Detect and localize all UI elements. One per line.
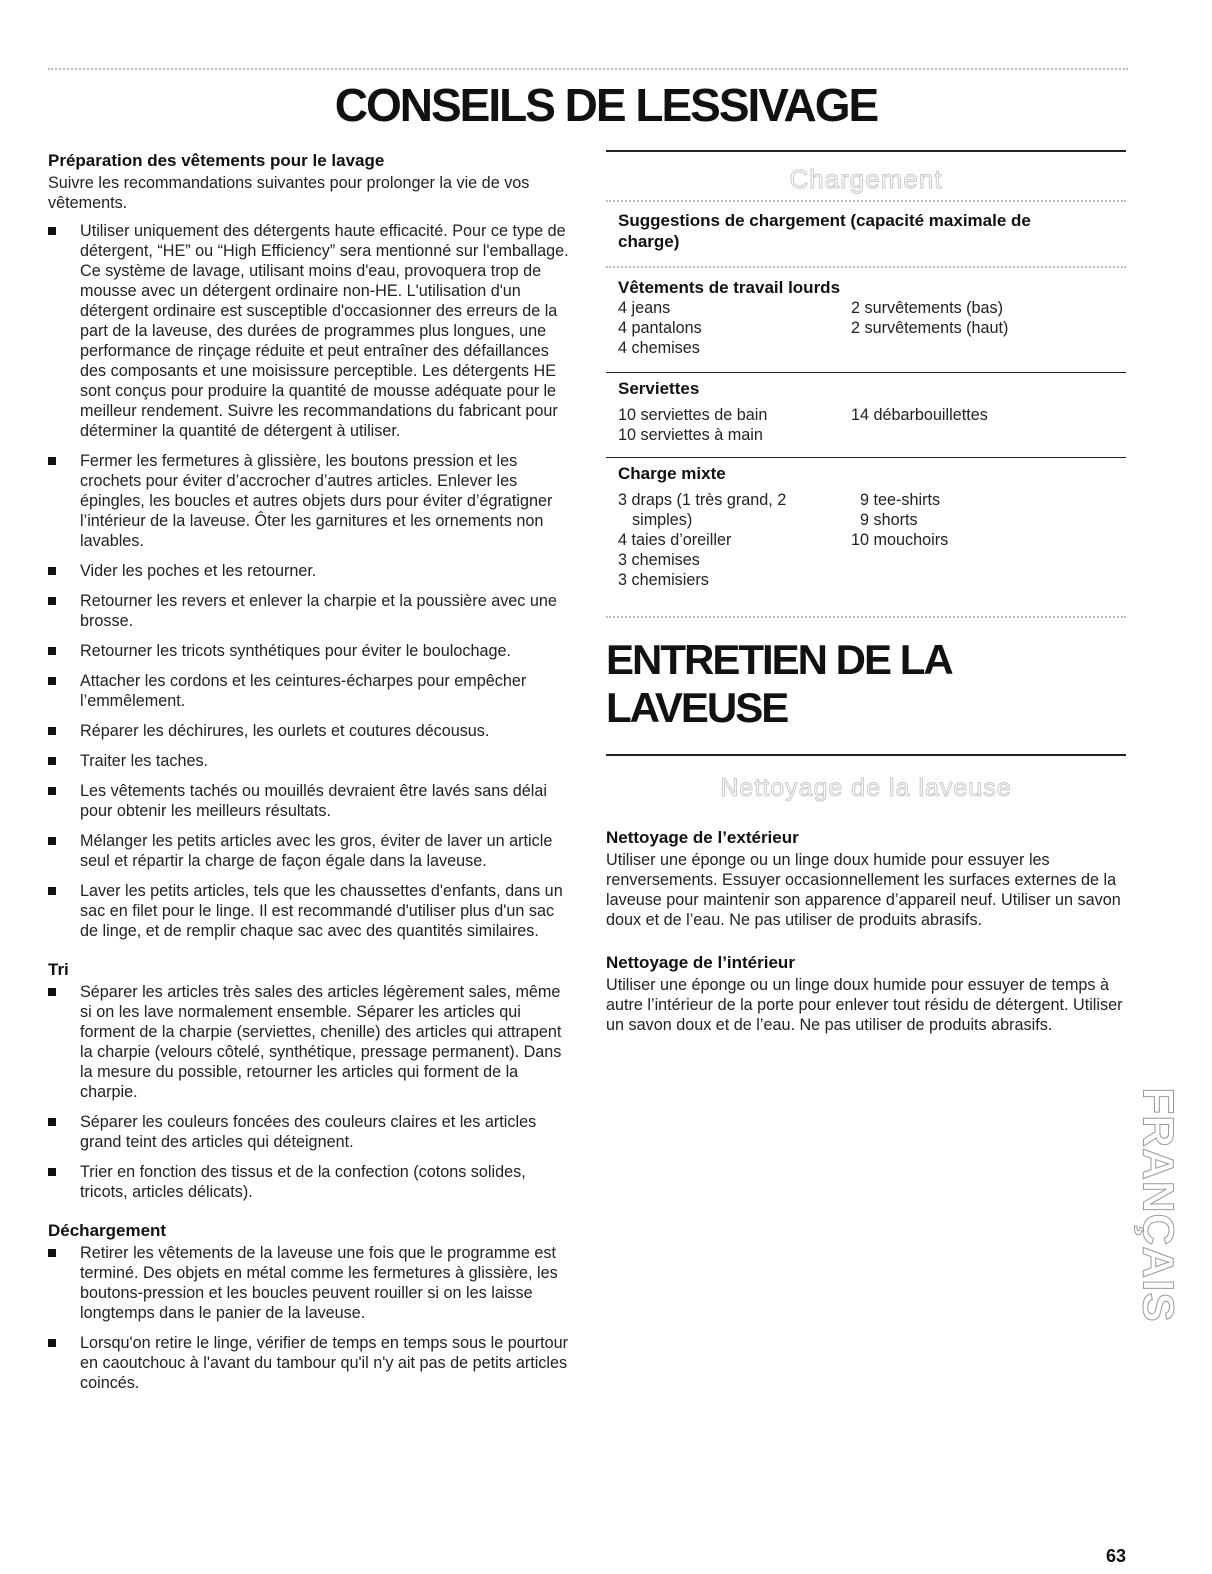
- list-item: Retirer les vêtements de la laveuse une fois que le programme est terminé. Des objets en métal comme les fermetures à glissière, les boutons-pression et les boucles peuvent rouiller si on les laisse longtemps dans le panier de la laveuse.: [48, 1243, 570, 1323]
- list-item: Séparer les couleurs foncées des couleurs claires et les articles grand teint des articles qui déteignent.: [48, 1112, 570, 1152]
- bullet-icon: [48, 647, 56, 655]
- bullet-icon: [48, 1168, 56, 1176]
- list-item: Fermer les fermetures à glissière, les boutons pression et les crochets pour éviter d’accrocher d’autres articles. Enlever les épingles, les boucles et autres objets durs pour éviter d’égratigner l’intérieur de la laveuse. Ôter les garnitures et les ornements non lavables.: [48, 451, 570, 551]
- list-item: Les vêtements tachés ou mouillés devraient être lavés sans délai pour obtenir les meilleurs résultats.: [48, 781, 570, 821]
- list-item: Séparer les articles très sales des articles légèrement sales, même si on les lave normalement ensemble. Séparer les articles qui forment de la charpie (serviettes, chenille) des articles qui attrapent la charpie (velours côtelé, synthétique, pressage permanent). Dans la mesure du possible, retourner les articles qui forment de la charpie.: [48, 982, 570, 1102]
- language-tab: [1130, 1060, 1186, 1350]
- list-item: 4 pantalons: [618, 319, 702, 337]
- bullet-icon: [48, 1249, 56, 1257]
- work-clothes-block: [606, 278, 1126, 358]
- language-tab-label: FRANÇAIS: [1134, 1087, 1184, 1323]
- exterior-text: Utiliser une éponge ou un linge doux humide pour essuyer les renversements. Essuyer occasionnellement les surfaces externes de la laveuse pour maintenir son apparence d’appareil neuf. Utiliser un savon doux et de l’eau. Ne pas utiliser de produits abrasifs.: [606, 851, 1121, 929]
- prep-list: [48, 221, 570, 941]
- list-item: 3 chemises: [618, 551, 700, 569]
- list-item: Mélanger les petits articles avec les gros, éviter de laver un article seul et répartir la charge de façon égale dans la laveuse.: [48, 831, 570, 871]
- work-heading: Vêtements de travail lourds: [618, 278, 841, 297]
- interior-heading: Nettoyage de l’intérieur: [606, 953, 795, 972]
- list-item: 3 draps (1 très grand, 2: [618, 491, 787, 509]
- bullet-icon: [48, 1118, 56, 1126]
- top-dotted-rule: [48, 68, 1128, 70]
- dechargement-list: [48, 1243, 570, 1393]
- entretien-title: ENTRETIEN DE LA LAVEUSE: [606, 636, 951, 731]
- list-item: 10 serviettes à main: [618, 426, 763, 444]
- bullet-icon: [48, 837, 56, 845]
- prep-heading: Préparation des vêtements pour le lavage: [48, 151, 385, 170]
- list-item: 9 tee-shirts: [860, 491, 941, 509]
- right-column: [606, 150, 1126, 1043]
- left-column: [48, 150, 570, 1403]
- list-item: Lorsqu'on retire le linge, vérifier de temps en temps sous le pourtour en caoutchouc à l'avant du tambour qu'il n'y ait pas de petits articles coincés.: [48, 1333, 570, 1393]
- list-item: Vider les poches et les retourner.: [48, 561, 570, 581]
- list-item: Traiter les taches.: [48, 751, 570, 771]
- bullet-icon: [48, 457, 56, 465]
- list-item: 4 taies d’oreiller: [618, 531, 732, 549]
- prep-intro: Suivre les recommandations suivantes pour prolonger la vie de vos vêtements.: [48, 174, 530, 212]
- list-item: 9 shorts: [860, 511, 918, 529]
- list-item: Utiliser uniquement des détergents haute efficacité. Pour ce type de détergent, “HE” ou “High Efficiency” sera mentionné sur l'emballage. Ce système de lavage, utilisant moins d'eau, provoquera trop de mousse avec un détergent ordinaire non-HE. L'utilisation d'un détergent ordinaire est susceptible d'occasionner des erreurs de la part de la laveuse, des durées de programmes plus longues, une performance de rinçage réduite et peut entraîner des défaillances des composants et une moisissure perceptible. Les détergents HE sont conçus pour produire la quantité de mousse adéquate pour le meilleur rendement. Suivre les recommandations du fabricant pour déterminer la quantité de détergent à utiliser.: [48, 221, 570, 441]
- mixed-load-block: [606, 464, 1126, 590]
- list-item: 3 chemisiers: [618, 571, 709, 589]
- list-item: 4 chemises: [618, 339, 700, 357]
- list-item: 4 jeans: [618, 299, 671, 317]
- bullet-icon: [48, 1339, 56, 1347]
- towel-heading: Serviettes: [618, 379, 700, 398]
- list-item: 14 débarbouillettes: [851, 406, 988, 424]
- list-item: 2 survêtements (haut): [851, 319, 1009, 337]
- list-item: 10 serviettes de bain: [618, 406, 768, 424]
- list-item: Réparer les déchirures, les ourlets et coutures décousus.: [48, 721, 570, 741]
- list-item: Laver les petits articles, tels que les chaussettes d'enfants, dans un sac en filet pour le linge. Il est recommandé d'utiliser plus d'un sac de linge, et de remplir chaque sac avec des quantités similaires.: [48, 881, 570, 941]
- list-item: Retourner les tricots synthétiques pour éviter le boulochage.: [48, 641, 570, 661]
- bullet-icon: [48, 787, 56, 795]
- interior-text: Utiliser une éponge ou un linge doux humide pour essuyer de temps à autre l’intérieur de la porte pour enlever tout résidu de détergent. Utiliser un savon doux et de l’eau. Ne pas utiliser de produits abrasifs.: [606, 976, 1123, 1034]
- page-title: CONSEILS DE LESSIVAGE: [334, 79, 878, 131]
- towels-block: [606, 379, 1126, 445]
- bullet-icon: [48, 597, 56, 605]
- tri-list: [48, 982, 570, 1202]
- list-item: 10 mouchoirs: [851, 531, 949, 549]
- list-item: Attacher les cordons et les ceintures-écharpes pour empêcher l’emmêlement.: [48, 671, 570, 711]
- bullet-icon: [48, 988, 56, 996]
- list-item: Trier en fonction des tissus et de la confection (cotons solides, tricots, articles délicats).: [48, 1162, 570, 1202]
- bullet-icon: [48, 227, 56, 235]
- list-item: Retourner les revers et enlever la charpie et la poussière avec une brosse.: [48, 591, 570, 631]
- bullet-icon: [48, 757, 56, 765]
- bullet-icon: [48, 887, 56, 895]
- page-number: 63: [1105, 1546, 1126, 1566]
- chargement-title: Chargement: [789, 164, 943, 194]
- list-item: simples): [632, 511, 693, 529]
- bullet-icon: [48, 727, 56, 735]
- mixed-heading: Charge mixte: [618, 464, 726, 483]
- nettoyage-title: Nettoyage de la laveuse: [720, 774, 1012, 802]
- bullet-icon: [48, 677, 56, 685]
- bullet-icon: [48, 567, 56, 575]
- list-item: 2 survêtements (bas): [851, 299, 1004, 317]
- suggestions-heading: Suggestions de chargement (capacité maximale de charge): [618, 211, 1031, 251]
- exterior-heading: Nettoyage de l’extérieur: [606, 828, 799, 847]
- tri-heading: Tri: [48, 960, 69, 979]
- dechargement-heading: Déchargement: [48, 1221, 167, 1240]
